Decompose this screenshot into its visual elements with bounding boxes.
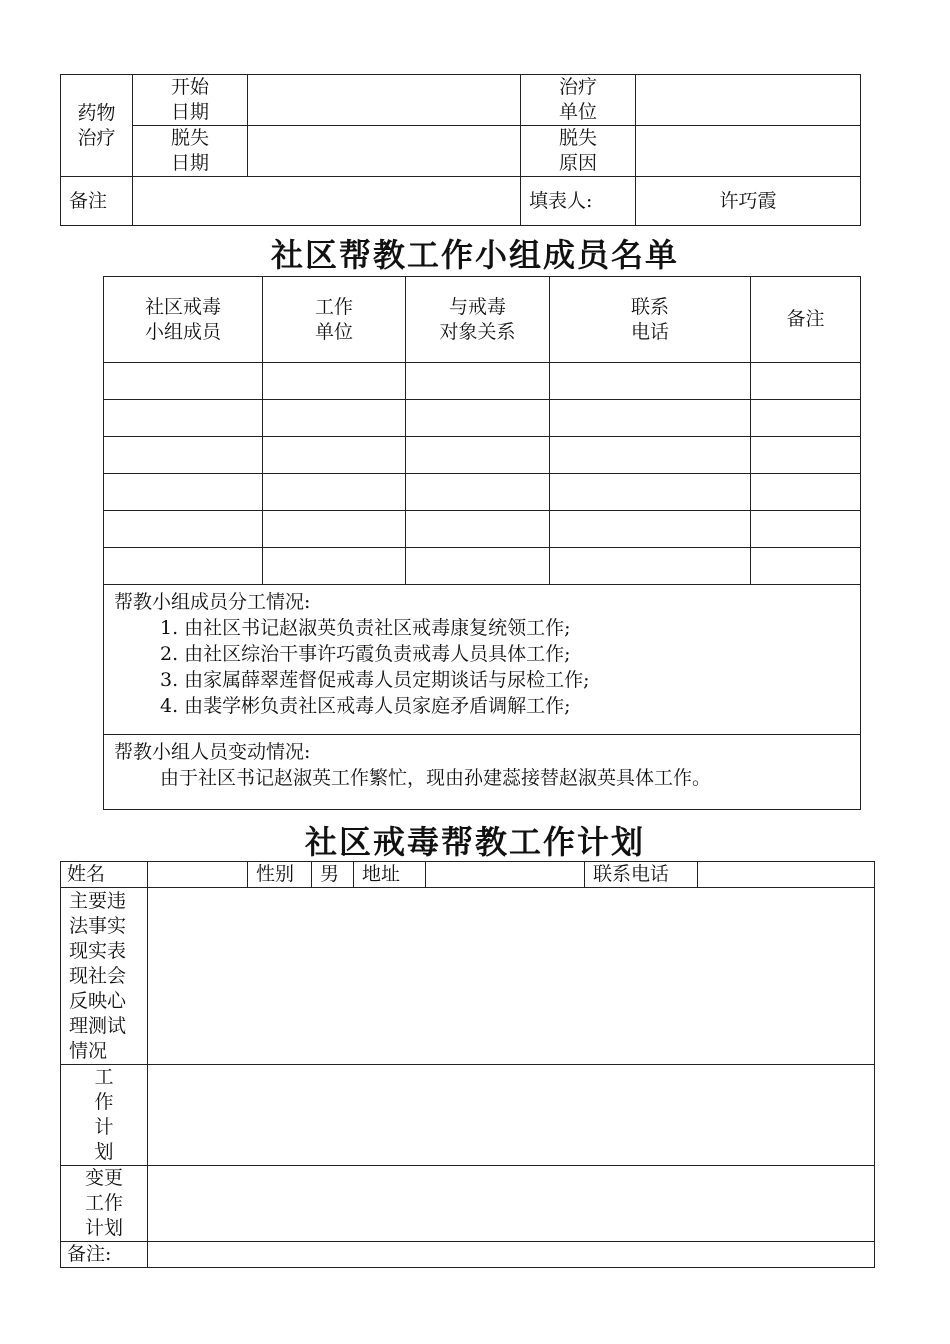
member-cell[interactable] (104, 548, 263, 585)
plan-remarks-field[interactable] (148, 1242, 875, 1268)
header-relation: 与戒毒 对象关系 (406, 277, 550, 363)
member-cell[interactable] (104, 363, 263, 400)
situation-label: 主要违 法事实 现实表 现社会 反映心 理测试 情况 (61, 888, 148, 1065)
remarks-cell[interactable] (751, 437, 861, 474)
remarks-cell[interactable] (751, 511, 861, 548)
team-roster-title: 社区帮教工作小组成员名单 (270, 236, 679, 274)
table-row (104, 548, 861, 585)
unit-cell[interactable] (263, 363, 406, 400)
unit-cell[interactable] (263, 400, 406, 437)
header-member: 社区戒毒 小组成员 (104, 277, 263, 363)
filler-name[interactable]: 许巧霞 (636, 177, 861, 226)
dropout-date-label: 脱失 日期 (133, 126, 248, 177)
remarks-cell[interactable] (751, 474, 861, 511)
change-plan-field[interactable] (148, 1166, 875, 1242)
table-row (104, 474, 861, 511)
work-plan-table (60, 861, 875, 1268)
relation-cell[interactable] (406, 548, 550, 585)
division-item: 3. 由家属薛翠莲督促戒毒人员定期谈话与尿检工作; (160, 669, 590, 691)
name-label: 姓名 (61, 862, 148, 888)
work-plan-title: 社区戒毒帮教工作计划 (304, 823, 645, 861)
header-phone: 联系 电话 (550, 277, 751, 363)
change-section (104, 735, 861, 810)
relation-cell[interactable] (406, 474, 550, 511)
division-section (104, 585, 861, 735)
start-date-label: 开始 日期 (133, 75, 248, 126)
drug-treatment-table (60, 74, 861, 226)
situation-field[interactable] (148, 888, 875, 1065)
remarks-field[interactable] (133, 177, 521, 226)
gender-value[interactable]: 男 (312, 862, 354, 888)
dropout-reason-field[interactable] (636, 126, 861, 177)
unit-cell[interactable] (263, 548, 406, 585)
phone-cell[interactable] (550, 437, 751, 474)
address-field[interactable] (426, 862, 585, 888)
remarks-label: 备注 (61, 177, 133, 226)
phone-cell[interactable] (550, 363, 751, 400)
unit-cell[interactable] (263, 437, 406, 474)
treatment-unit-label: 治疗 单位 (521, 75, 636, 126)
table-row (104, 363, 861, 400)
plan-field[interactable] (148, 1065, 875, 1166)
drug-treatment-label: 药物 治疗 (61, 75, 133, 177)
remarks-cell[interactable] (751, 548, 861, 585)
phone-cell[interactable] (550, 400, 751, 437)
plan-label: 工 作 计 划 (61, 1065, 148, 1166)
division-item: 4. 由裴学彬负责社区戒毒人员家庭矛盾调解工作; (160, 695, 571, 717)
relation-cell[interactable] (406, 400, 550, 437)
relation-cell[interactable] (406, 511, 550, 548)
plan-remarks-label: 备注: (61, 1242, 148, 1268)
gender-label: 性别 (248, 862, 312, 888)
phone-cell[interactable] (550, 474, 751, 511)
member-cell[interactable] (104, 511, 263, 548)
filler-label: 填表人: (521, 177, 636, 226)
treatment-unit-field[interactable] (636, 75, 861, 126)
dropout-reason-label: 脱失 原因 (521, 126, 636, 177)
team-roster-table (103, 276, 861, 810)
change-heading: 帮教小组人员变动情况: (114, 741, 311, 763)
change-plan-label: 变更 工作 计划 (61, 1166, 148, 1242)
division-item: 1. 由社区书记赵淑英负责社区戒毒康复统领工作; (160, 617, 571, 639)
unit-cell[interactable] (263, 474, 406, 511)
phone-cell[interactable] (550, 548, 751, 585)
member-cell[interactable] (104, 474, 263, 511)
start-date-field[interactable] (248, 75, 521, 126)
header-remarks: 备注 (751, 277, 861, 363)
member-cell[interactable] (104, 437, 263, 474)
phone-cell[interactable] (550, 511, 751, 548)
division-heading: 帮教小组成员分工情况: (114, 591, 311, 613)
remarks-cell[interactable] (751, 363, 861, 400)
remarks-cell[interactable] (751, 400, 861, 437)
relation-cell[interactable] (406, 363, 550, 400)
phone-field[interactable] (698, 862, 875, 888)
dropout-date-field[interactable] (248, 126, 521, 177)
member-cell[interactable] (104, 400, 263, 437)
header-unit: 工作 单位 (263, 277, 406, 363)
change-text: 由于社区书记赵淑英工作繁忙，现由孙建蕊接替赵淑英具体工作。 (160, 767, 712, 789)
division-item: 2. 由社区综治干事许巧霞负责戒毒人员具体工作; (160, 643, 571, 665)
table-row (104, 437, 861, 474)
name-field[interactable] (148, 862, 248, 888)
phone-label: 联系电话 (585, 862, 698, 888)
table-row (104, 511, 861, 548)
unit-cell[interactable] (263, 511, 406, 548)
relation-cell[interactable] (406, 437, 550, 474)
address-label: 地址 (354, 862, 426, 888)
table-row (104, 400, 861, 437)
